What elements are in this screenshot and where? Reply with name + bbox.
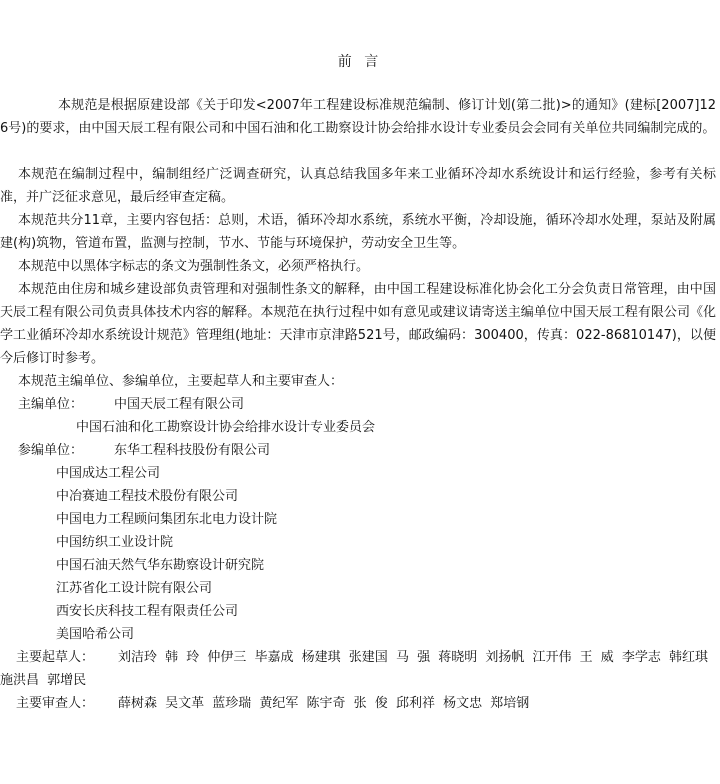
- participating-unit-item: 江苏省化工设计院有限公司: [56, 581, 213, 596]
- participating-unit-item: 中冶赛迪工程技术股份有限公司: [56, 489, 239, 504]
- participating-unit-item: 中国纺织工业设计院: [56, 535, 174, 550]
- paragraph-contents: 本规范共分11章，主要内容包括：总则，术语，循环冷却水系统，系统水平衡，冷却设施，循环冷却水处理，泵站及附属建(构)筑物，管道布置，监测与控制，节水、节能与环境保护，劳动安全卫生等。: [0, 213, 716, 251]
- paragraph-process: 本规范在编制过程中，编制组经广泛调查研究，认真总结我国多年来工业循环冷却水系统设计和运行经验，参考有关标准，并广泛征求意见，最后经审查定稿。: [0, 167, 716, 205]
- reviewers-label: 主要审查人：: [16, 696, 95, 711]
- drafters-block: [0, 646, 716, 692]
- paragraph-management: 本规范由住房和城乡建设部负责管理和对强制性条文的解释，由中国工程建设标准化协会化工分会负责日常管理，由中国天辰工程有限公司负责具体技术内容的解释。本规范在执行过程中如有意见或建议请寄送主编单位中国天辰工程有限公司《化学工业循环冷却水系统设计规范》管理组(地址：天津市京津路521号，邮政编码：300400，传真：022-86810147)，以便今后修订时参考。: [0, 282, 716, 366]
- drafters-label: 主要起草人：: [16, 650, 95, 665]
- paragraph-units-intro: 本规范主编单位、参编单位，主要起草人和主要审查人：: [18, 374, 344, 389]
- participating-unit-item: 中国电力工程顾问集团东北电力设计院: [56, 512, 278, 527]
- participating-units-label: 参编单位：: [18, 443, 84, 458]
- participating-unit-item: 东华工程科技股份有限公司: [114, 443, 271, 458]
- chief-unit-item: 中国天辰工程有限公司: [114, 397, 245, 412]
- participating-unit-item: 中国石油天然气华东勘察设计研究院: [56, 558, 265, 573]
- participating-unit-item: 美国哈希公司: [56, 627, 135, 642]
- paragraph-basis: 本规范是根据原建设部《关于印发<2007年工程建设标准规范编制、修订计划(第二批)>的通知》(建标[2007]126号)的要求，由中国天辰工程有限公司和中国石油和化工勘察设计协会给排水设计专业委员会会同有关单位共同编制完成的。: [0, 98, 716, 136]
- paragraph-mandatory: 本规范中以黑体字标志的条文为强制性条文，必须严格执行。: [18, 259, 370, 274]
- participating-units-list: [56, 462, 277, 646]
- participating-unit-item: 西安长庆科技工程有限责任公司: [56, 604, 239, 619]
- participating-unit-item: 中国成达工程公司: [56, 466, 161, 481]
- reviewers-block: [16, 692, 529, 715]
- reviewers-names: 薛树森 吴文革 蓝珍瑞 黄纪军 陈宇奇 张 俊 邱利祥 杨文忠 郑培钢: [118, 696, 530, 711]
- chief-unit-item: 中国石油和化工勘察设计协会给排水设计专业委员会: [76, 420, 376, 435]
- drafters-names: 刘洁玲 韩 玲 仲伊三 毕嘉成 杨建琪 张建国 马 强 蒋晓明 刘扬帆 江开伟 王 威 李学志 韩红琪 施洪昌 郭增民: [0, 650, 709, 688]
- page-title: 前 言: [337, 54, 383, 70]
- chief-units-label: 主编单位：: [18, 397, 84, 412]
